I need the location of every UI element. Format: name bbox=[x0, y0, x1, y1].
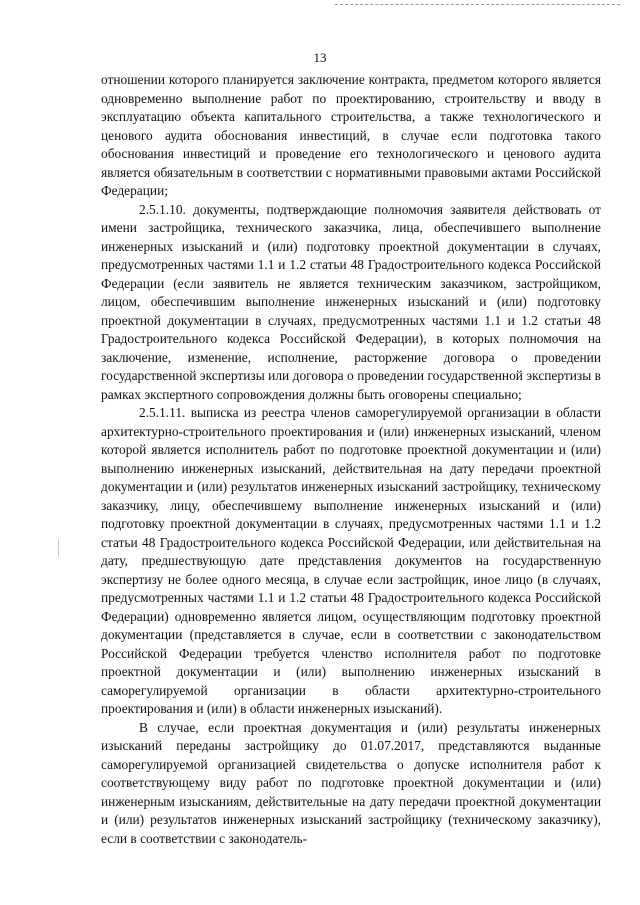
scan-margin-mark bbox=[58, 539, 59, 557]
paragraph-2-5-1-11: 2.5.1.11. выписка из реестра членов саморегулируемой организации в области архитектурно-строительного проектирования и (или) инженерных изысканий, членом которой является исполнитель работ по подготовке проектной документации и (или) выполнению инженерных изысканий, действительная на дату передачи проектной документации и (или) результатов инженерных изысканий застройщику, техническому заказчику, лицу, обеспечившему выполнение инженерных изысканий и (или) подготовку проектной документации в случаях, предусмотренных частями 1.1 и 1.2 статьи 48 Градостроительного кодекса Российской Федерации, или действительная на дату, предшествующую дате представления документов на государственную экспертизу не более одного месяца, в случае если застройщик, иное лицо (в случаях, предусмотренных частями 1.1 и 1.2 статьи 48 Градостроительного кодекса Российской Федерации) одновременно является лицом, осуществляющим подготовку проектной документации (представляется в случае, если в соответствии с законодательством Российской Федерации требуется членство исполнителя работ по подготовке проектной документации и (или) выполнению инженерных изысканий в саморегулируемой организации в области архитектурно-строительного проектирования и (или) в области инженерных изысканий). bbox=[101, 405, 601, 716]
page-number: 13 bbox=[313, 50, 327, 65]
scan-top-rule bbox=[335, 4, 620, 5]
paragraph-continuation: отношении которого планируется заключение контракта, предметом которого является одновременно выполнение работ по проектированию, строительству и вводу в эксплуатацию объекта капитального строительства, а также технологического и ценового аудита обоснования инвестиций, в случае если подготовка такого обоснования инвестиций и проведение его технологического и ценового аудита является обязательным в соответствии с нормативными правовыми актами Российской Федерации; bbox=[101, 72, 601, 198]
paragraph-2-5-1-10: 2.5.1.10. документы, подтверждающие полномочия заявителя действовать от имени застройщика, технического заказчика, лица, обеспечившего выполнение инженерных изысканий и (или) подготовку проектной документации в случаях, предусмотренных частями 1.1 и 1.2 статьи 48 Градостроительного кодекса Российской Федерации (если заявитель не является техническим заказчиком, застройщиком, лицом, обеспечившим выполнение инженерных изысканий и (или) подготовку проектной документации в случаях, предусмотренных частями 1.1 и 1.2 статьи 48 Градостроительного кодекса Российской Федерации), в которых полномочия на заключение, изменение, исполнение, расторжение договора о проведении государственной экспертизы или договора о проведении государственной экспертизы в рамках экспертного сопровождения должны быть оговорены специально; bbox=[101, 201, 601, 402]
paragraph-before-2017: В случае, если проектная документация и (или) результаты инженерных изысканий переданы застройщику до 01.07.2017, представляются выданные саморегулируемой организацией свидетельства о допуске исполнителя работ к соответствующему виду работ по подготовке проектной документации и (или) инженерным изысканиям, действительные на дату передачи проектной документации и (или) результатов инженерных изысканий застройщику (техническому заказчику), если в соответствии с законодатель- bbox=[101, 719, 601, 846]
body-text bbox=[101, 71, 601, 848]
